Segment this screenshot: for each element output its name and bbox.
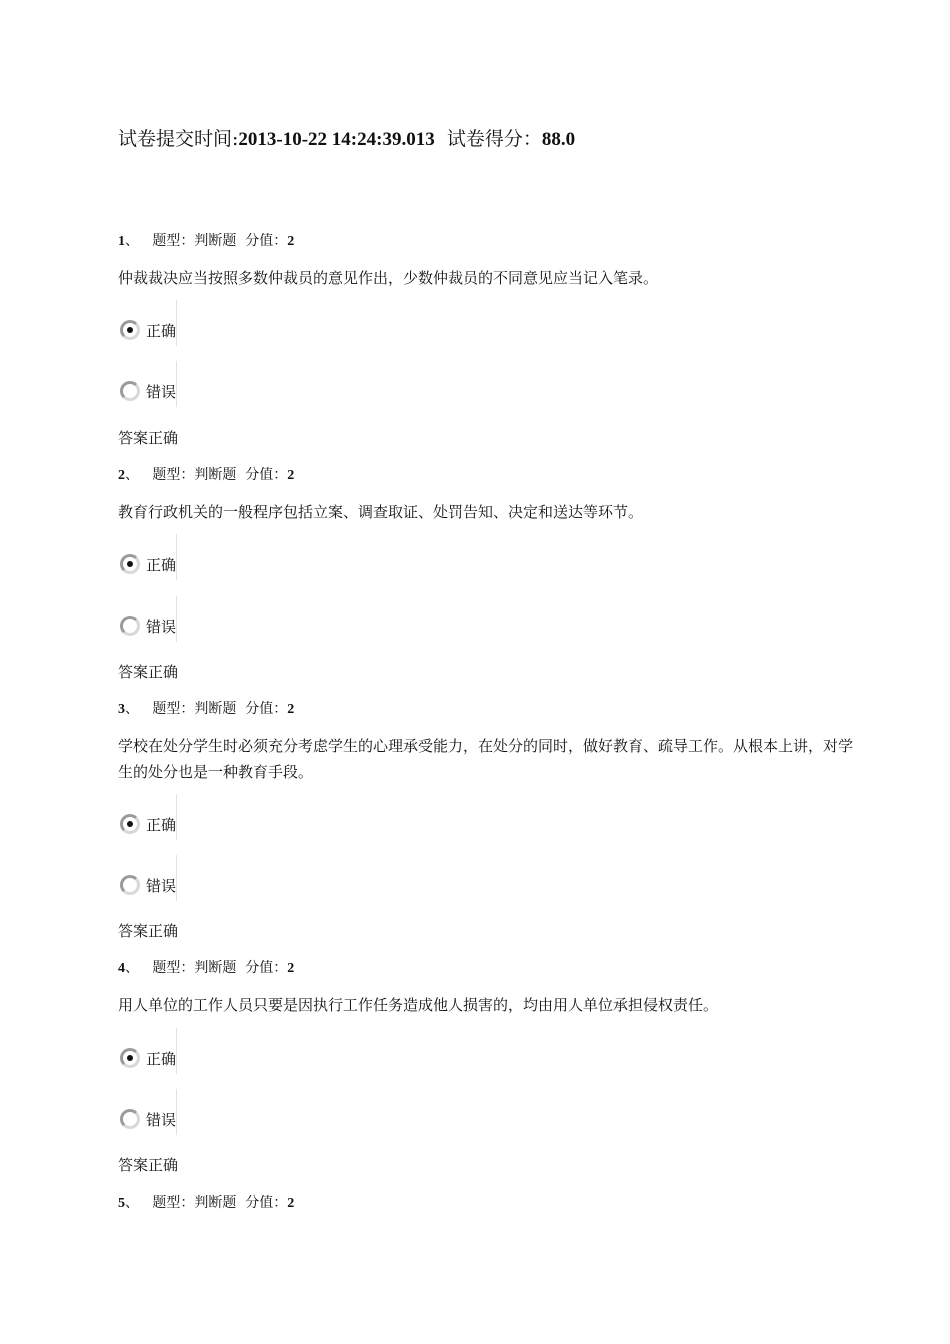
score-label: 试卷得分：: [446, 128, 542, 150]
question-2-text: 教育行政机关的一般程序包括立案、调查取证、处罚告知、决定和送达等环节。: [118, 503, 644, 521]
points-label: 分值：: [245, 701, 288, 717]
question-4-text: 用人单位的工作人员只要是因执行工作任务造成他人损害的，均由用人单位承担侵权责任。: [118, 996, 719, 1014]
question-number: 5: [118, 1196, 125, 1211]
radio-selected-icon[interactable]: [120, 814, 140, 834]
radio-selected-icon[interactable]: [120, 1048, 140, 1068]
question-type: 题型：判断题: [152, 233, 237, 249]
radio-unselected-icon[interactable]: [120, 875, 140, 895]
points-label: 分值：: [245, 233, 288, 249]
option-divider: [176, 361, 177, 407]
question-type: 题型：判断题: [152, 1195, 237, 1211]
question-type: 题型：判断题: [152, 467, 237, 483]
submit-time-label: 试卷提交时间:: [118, 128, 239, 150]
points-value: 2: [287, 468, 295, 483]
points-label: 分值：: [245, 1195, 288, 1211]
option-divider: [176, 300, 177, 346]
question-2-option-wrong[interactable]: [120, 612, 176, 640]
question-type: 题型：判断题: [152, 960, 237, 976]
option-label: 正确: [146, 1049, 177, 1068]
question-5-header: 5、 题型：判断题 分值：2: [118, 1195, 295, 1211]
option-label: 正确: [146, 815, 177, 834]
question-4-option-wrong[interactable]: [120, 1105, 176, 1133]
question-3-option-correct[interactable]: [120, 810, 176, 838]
points-value: 2: [287, 1196, 295, 1211]
option-label: 错误: [146, 617, 177, 636]
question-number: 3: [118, 702, 125, 717]
option-divider: [176, 855, 177, 901]
radio-selected-icon[interactable]: [120, 320, 140, 340]
question-2-option-correct[interactable]: [120, 550, 176, 578]
question-1-text: 仲裁裁决应当按照多数仲裁员的意见作出，少数仲裁员的不同意见应当记入笔录。: [118, 269, 659, 287]
question-4-option-correct[interactable]: [120, 1044, 176, 1072]
submit-time-value: 2013-10-22 14:24:39.013: [238, 129, 435, 150]
option-divider: [176, 794, 177, 840]
option-label: 错误: [146, 876, 177, 895]
question-number: 1: [118, 234, 125, 249]
points-value: 2: [287, 702, 295, 717]
option-divider: [176, 1028, 177, 1074]
points-label: 分值：: [245, 960, 288, 976]
exam-header: [118, 124, 575, 151]
question-1-result: 答案正确: [118, 429, 179, 447]
question-4-result: 答案正确: [118, 1156, 179, 1174]
question-1-option-wrong[interactable]: [120, 377, 176, 405]
question-3-header: 3、 题型：判断题 分值：2: [118, 701, 295, 717]
option-divider: [176, 596, 177, 642]
option-label: 错误: [146, 382, 177, 401]
option-label: 正确: [146, 555, 177, 574]
question-3-result: 答案正确: [118, 922, 179, 940]
points-label: 分值：: [245, 467, 288, 483]
radio-unselected-icon[interactable]: [120, 381, 140, 401]
points-value: 2: [287, 234, 295, 249]
question-3-option-wrong[interactable]: [120, 871, 176, 899]
question-2-result: 答案正确: [118, 663, 179, 681]
question-1-option-correct[interactable]: [120, 316, 176, 344]
option-divider: [176, 1089, 177, 1135]
question-3-text: 学校在处分学生时必须充分考虑学生的心理承受能力，在处分的同时，做好教育、疏导工作。从根本上讲，对学生的处分也是一种教育手段。: [118, 737, 854, 781]
radio-selected-icon[interactable]: [120, 554, 140, 574]
question-4-header: 4、 题型：判断题 分值：2: [118, 960, 295, 976]
option-divider: [176, 534, 177, 580]
option-label: 错误: [146, 1110, 177, 1129]
question-number: 4: [118, 961, 125, 976]
question-2-header: 2、 题型：判断题 分值：2: [118, 467, 295, 483]
radio-unselected-icon[interactable]: [120, 616, 140, 636]
question-type: 题型：判断题: [152, 701, 237, 717]
option-label: 正确: [146, 321, 177, 340]
points-value: 2: [287, 961, 295, 976]
question-1-header: 1、 题型：判断题 分值：2: [118, 233, 295, 249]
question-number: 2: [118, 468, 125, 483]
radio-unselected-icon[interactable]: [120, 1109, 140, 1129]
score-value: 88.0: [541, 129, 576, 150]
